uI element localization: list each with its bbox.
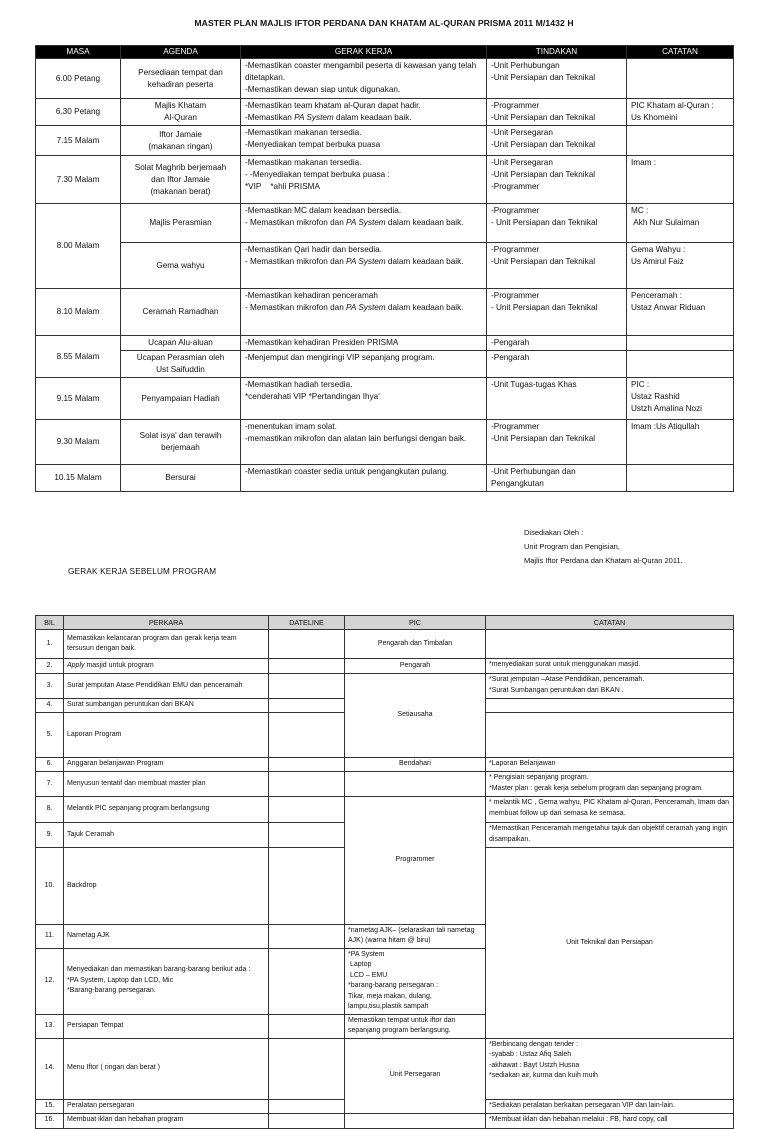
cell-line: Tikar, meja makan, dulang, lampu,tisu,plastik sampah	[348, 992, 434, 1010]
cell-line: MC :	[631, 206, 649, 215]
col-header-tindakan: TINDAKAN	[487, 46, 627, 59]
cell-line: Ucapan Perasmian oleh	[136, 353, 225, 362]
agenda-cell	[121, 156, 241, 204]
cell-line: -Memastikan makanan tersedia.	[245, 128, 362, 137]
agenda-cell	[121, 289, 241, 336]
dateline-cell	[269, 848, 345, 925]
catatan-cell	[486, 758, 734, 772]
gerak-kerja-cell	[241, 126, 487, 156]
agenda-cell	[121, 420, 241, 465]
tindakan-cell	[487, 99, 627, 126]
perkara-cell	[64, 797, 269, 823]
gerak-kerja-cell	[241, 243, 487, 289]
cell-line: PIC Khatam al-Quran :	[631, 101, 714, 110]
tindakan-cell	[487, 289, 627, 336]
prepared-by-unit: Unit Program dan Pengisian,	[524, 542, 620, 551]
cell-line: Solat Maghrib berjemaah	[134, 162, 227, 172]
cell-line: Menu Iftor ( ringan dan berat )	[67, 1064, 160, 1072]
table-row	[36, 336, 734, 351]
table-row	[36, 1113, 734, 1128]
cell-line: -Memastikan kehadiran penceramah	[245, 291, 378, 300]
cell-line: -Memastikan PA System dalam keadaan baik.	[245, 113, 412, 122]
dateline-cell	[269, 797, 345, 823]
pic-cell: Unit Persegaran	[345, 1038, 486, 1113]
col-header-pic: PIC	[345, 616, 486, 630]
col-header-catatan: CATATAN	[627, 46, 734, 59]
cell-line: -Unit Tugas-tugas Khas	[491, 380, 577, 389]
tindakan-cell	[487, 465, 627, 492]
cell-line: -Unit Persiapan dan Teknikal	[491, 434, 596, 443]
cell-line: Gema wahyu	[156, 260, 205, 270]
bil-cell: 8.	[36, 797, 64, 823]
table-row	[36, 758, 734, 772]
catatan-cell	[627, 351, 734, 378]
cell-line: Imam :Us Atiqullah	[631, 422, 700, 431]
cell-line: -Programmer	[491, 245, 540, 254]
cell-line: Pengangkutan	[491, 479, 544, 488]
cell-line: -menentukan imam solat.	[245, 422, 337, 431]
masa-cell: 8.10 Malam	[36, 289, 121, 336]
catatan-cell	[486, 699, 734, 713]
table-row	[36, 204, 734, 243]
cell-line: - Memastikan mikrofon dan PA System dalam keadaan baik.	[245, 303, 464, 312]
masa-cell: 9.30 Malam	[36, 420, 121, 465]
cell-line: *Master plan : gerak kerja sebelum program dan sepanjang program.	[489, 784, 704, 792]
perkara-cell	[64, 1113, 269, 1128]
cell-line: (makanan berat)	[150, 186, 211, 196]
cell-line: *PA System, Laptop dan LCD, Mic	[67, 976, 174, 984]
dateline-cell	[269, 699, 345, 713]
catatan-cell	[486, 659, 734, 674]
masa-cell: 9.15 Malam	[36, 378, 121, 420]
cell-line: Ustaz Anwar Riduan	[631, 303, 706, 312]
cell-line: -Memastikan team khatam al-Quran dapat hadir.	[245, 101, 421, 110]
cell-line: Anggaran belanjawan Program	[67, 760, 164, 768]
cell-line: LCD – EMU	[348, 971, 388, 979]
masa-cell: 7.30 Malam	[36, 156, 121, 204]
cell-line: Membuat iklan dan hebahan program	[67, 1116, 184, 1124]
perkara-cell	[64, 630, 269, 659]
cell-line: -Menjemput dan mengiringi VIP sepanjang program.	[245, 353, 435, 362]
dateline-cell	[269, 1014, 345, 1038]
cell-line: PIC :	[631, 380, 650, 389]
cell-line: - Memastikan mikrofon dan PA System dalam keadaan baik.	[245, 257, 464, 266]
dateline-cell	[269, 758, 345, 772]
dateline-cell	[269, 674, 345, 699]
cell-line: Al-Quran	[164, 113, 197, 122]
master-plan-table	[35, 45, 734, 492]
cell-line: (makanan ringan)	[148, 141, 213, 151]
cell-line: -Unit Persiapan dan Teknikal	[491, 73, 596, 82]
table-header-row	[36, 46, 734, 59]
cell-line: -Memastikan dewan siap untuk digunakan.	[245, 85, 401, 94]
gerak-kerja-cell	[241, 156, 487, 204]
catatan-cell	[627, 243, 734, 289]
catatan-cell	[627, 156, 734, 204]
perkara-cell	[64, 758, 269, 772]
cell-line: Majlis Khatam	[154, 101, 207, 110]
gerak-kerja-cell	[241, 378, 487, 420]
cell-line: Menyediakan dan memastikan barang-barang berikut ada :	[67, 966, 251, 974]
catatan-cell	[345, 948, 486, 1014]
cell-line: kehadiran peserta	[147, 79, 214, 89]
cell-line: -Unit Persegaran	[491, 158, 553, 167]
perkara-cell	[64, 948, 269, 1014]
cell-line: *barang-barang persegaran :	[348, 982, 438, 989]
perkara-cell	[64, 1099, 269, 1113]
cell-line: Memastikan tempat untuk iftor dan sepanjang program berlangsung.	[348, 1016, 458, 1034]
perkara-cell	[64, 1014, 269, 1038]
perkara-cell	[64, 659, 269, 674]
cell-line: *Surat jemputan –Atase Pendidikan, penceramah.	[489, 676, 645, 683]
perkara-cell	[64, 1038, 269, 1099]
cell-line: - Unit Persiapan dan Teknikal	[491, 218, 598, 227]
masa-cell: 8.55 Malam	[36, 336, 121, 378]
gerak-kerja-cell	[241, 351, 487, 378]
cell-line: -Programmer	[491, 206, 540, 215]
cell-line: -Unit Persiapan dan Teknikal	[491, 113, 596, 122]
cell-line: berjemaah	[161, 443, 200, 452]
table-row	[36, 378, 734, 420]
cell-line: dan Iftor Jamaie	[151, 174, 210, 184]
masa-cell: 8.00 Malam	[36, 204, 121, 289]
dateline-cell	[269, 772, 345, 797]
dateline-cell	[269, 1099, 345, 1113]
catatan-cell	[486, 630, 734, 659]
bil-cell: 12.	[36, 948, 64, 1014]
cell-line: Ust Saifuddin	[156, 365, 205, 374]
cell-line: *Laporan Belanjawan	[489, 760, 556, 767]
catatan-cell	[627, 204, 734, 243]
tindakan-cell	[487, 126, 627, 156]
cell-line: Imam :	[631, 158, 657, 167]
cell-line: Us Khomeini	[631, 113, 678, 122]
cell-line: -akhawat : Bayt Ustzh Husna	[489, 1061, 580, 1069]
agenda-cell	[121, 378, 241, 420]
section-title: GERAK KERJA SEBELUM PROGRAM	[68, 567, 217, 576]
catatan-cell	[627, 59, 734, 99]
cell-line: Memastikan kelancaran program dan gerak kerja team tersusun dengan baik.	[67, 634, 239, 652]
gerak-kerja-cell	[241, 99, 487, 126]
table-row	[36, 797, 734, 823]
dateline-cell	[269, 659, 345, 674]
table-row	[36, 99, 734, 126]
cell-line: *menyediakan surat untuk menggunakan masjid.	[489, 661, 641, 668]
table-row	[36, 772, 734, 797]
masa-cell: 6.00 Petang	[36, 59, 121, 99]
cell-line: Nametag AJK	[67, 931, 110, 939]
agenda-cell	[121, 99, 241, 126]
tindakan-cell	[487, 243, 627, 289]
table-row	[36, 1038, 734, 1099]
table-row	[36, 289, 734, 336]
cell-line: *Memastikan Penceramah mengetahui tajuk dan objektif ceramah yang ingin disampaikan.	[489, 825, 730, 843]
catatan-cell	[486, 674, 734, 699]
cell-line: Solat isya' dan terawih	[139, 431, 222, 440]
cell-line: *VIP *ahli PRISMA	[245, 182, 320, 191]
bil-cell: 3.	[36, 674, 64, 699]
cell-line: Penceramah :	[631, 291, 682, 300]
col-header-catatan: CATATAN	[486, 616, 734, 630]
col-header-gerak-kerja: GERAK KERJA	[241, 46, 487, 59]
tindakan-cell	[487, 336, 627, 351]
cell-line: Ustzh Amalina Nozi	[631, 404, 702, 413]
cell-line: *Surat Sumbangan peruntukan dari BKAN .	[489, 686, 624, 694]
cell-line: *cenderahati VIP *Pertandingan Ihya'	[245, 392, 380, 401]
pic-cell: Unit Teknikal dan Persiapan	[486, 848, 734, 1039]
table-row	[36, 630, 734, 659]
pic-cell: Setiausaha	[345, 674, 486, 758]
cell-line: Backdrop	[67, 881, 97, 889]
cell-line: Ceramah Ramadhan	[142, 307, 219, 316]
gerak-kerja-cell	[241, 336, 487, 351]
cell-line: -Memastikan makanan tersedia.	[245, 158, 362, 167]
cell-line: -Memastikan coaster sedia untuk pengangkutan pulang.	[245, 467, 449, 476]
agenda-cell	[121, 126, 241, 156]
perkara-cell	[64, 823, 269, 848]
pic-cell: Pengarah dan Timbalan	[345, 630, 486, 659]
table-row	[36, 465, 734, 492]
tindakan-cell	[487, 420, 627, 465]
cell-line: - Unit Persiapan dan Teknikal	[491, 303, 598, 312]
gerak-kerja-cell	[241, 465, 487, 492]
bil-cell: 6.	[36, 758, 64, 772]
cell-line: -memastikan mikrofon dan alatan lain berfungsi dengan baik.	[245, 434, 467, 443]
gerak-kerja-cell	[241, 289, 487, 336]
cell-line: *Sediakan peralatan berkaitan persegaran VIP dan lain-lain.	[489, 1101, 675, 1109]
cell-line: * melantik MC , Gema wahyu, PIC Khatam al-Quran, Penceramah, Imam dan membuat follow up dari semasa ke semasa.	[489, 799, 731, 817]
bil-cell: 15.	[36, 1099, 64, 1113]
col-header-masa: MASA	[36, 46, 121, 59]
catatan-cell	[486, 823, 734, 848]
cell-line: Bersurai	[165, 473, 196, 482]
bil-cell: 9.	[36, 823, 64, 848]
table-row	[36, 420, 734, 465]
dateline-cell	[269, 823, 345, 848]
col-header-bil: BIL	[36, 616, 64, 630]
cell-line: -Programmer	[491, 182, 540, 191]
cell-line: -Unit Persiapan dan Teknikal	[491, 140, 596, 149]
cell-line: -Unit Persiapan dan Teknikal	[491, 170, 596, 179]
bil-cell: 2.	[36, 659, 64, 674]
agenda-cell	[121, 204, 241, 243]
cell-line: * Pengisian sepanjang program.	[489, 774, 589, 781]
table-row	[36, 351, 734, 378]
tindakan-cell	[487, 378, 627, 420]
pic-cell: Programmer	[345, 797, 486, 925]
cell-line: Laptop	[348, 961, 372, 968]
cell-line: Melantik PIC sepanjang program berlangsung	[67, 805, 210, 813]
catatan-cell	[486, 797, 734, 823]
cell-line: Peralatan persegaran	[67, 1101, 135, 1109]
catatan-cell	[345, 1014, 486, 1038]
catatan-cell	[627, 99, 734, 126]
table-row	[36, 674, 734, 699]
tindakan-cell	[487, 59, 627, 99]
cell-line: *nametag AJK– (selaraskan tali nametag AJK) (warna hitam @ biru)	[348, 926, 477, 944]
cell-line: Us Amirul Faiz	[631, 257, 684, 266]
cell-line: *sediakan air, kurma dan kuih muih	[489, 1072, 598, 1079]
catatan-cell	[486, 1038, 734, 1099]
cell-line: Menyusun tentatif dan membuat master plan	[67, 779, 206, 787]
dateline-cell	[269, 948, 345, 1014]
pic-cell	[486, 713, 734, 758]
catatan-cell	[627, 465, 734, 492]
cell-line: -syabab : Ustaz Afiq Saleh	[489, 1051, 572, 1058]
cell-line: -Memastikan hadiah tersedia.	[245, 380, 353, 389]
cell-line: Surat sumbangan peruntukan dari BKAN	[67, 701, 194, 709]
catatan-cell	[486, 772, 734, 797]
cell-line: - Memastikan mikrofon dan PA System dalam keadaan baik.	[245, 218, 464, 227]
bil-cell: 16.	[36, 1113, 64, 1128]
page-title: MASTER PLAN MAJLIS IFTOR PERDANA DAN KHATAM AL-QURAN PRISMA 2011 M/1432 H	[194, 18, 574, 28]
dateline-cell	[269, 1113, 345, 1128]
bil-cell: 13.	[36, 1014, 64, 1038]
prepared-by-label: Disediakan Oleh :	[524, 528, 584, 537]
table-row	[36, 156, 734, 204]
cell-line: -Pengarah	[491, 353, 530, 362]
cell-line: -Unit Perhubungan dan	[491, 467, 576, 476]
bil-cell: 11.	[36, 924, 64, 948]
cell-line: Iftor Jamaie	[159, 129, 202, 139]
bil-cell: 4.	[36, 699, 64, 713]
bil-cell: 14.	[36, 1038, 64, 1099]
bil-cell: 10.	[36, 848, 64, 925]
dateline-cell	[269, 1038, 345, 1099]
pic-cell	[345, 1113, 486, 1128]
prepared-by	[524, 526, 683, 568]
cell-line: Ustaz Rashid	[631, 392, 680, 401]
dateline-cell	[269, 924, 345, 948]
cell-line: -Menyediakan tempat berbuka puasa	[245, 140, 381, 149]
masa-cell: 6.30 Petang	[36, 99, 121, 126]
cell-line: -Memastikan kehadiran Presiden PRISMA	[245, 338, 399, 347]
catatan-cell	[345, 924, 486, 948]
perkara-cell	[64, 848, 269, 925]
catatan-cell	[627, 420, 734, 465]
catatan-cell	[627, 336, 734, 351]
cell-line: Gema Wahyu :	[631, 245, 686, 254]
bil-cell: 5.	[36, 713, 64, 758]
tindakan-cell	[487, 204, 627, 243]
tindakan-cell	[487, 351, 627, 378]
gerak-kerja-cell	[241, 420, 487, 465]
pic-cell: Bendahari	[345, 758, 486, 772]
cell-line: -Pengarah	[491, 338, 530, 347]
catatan-cell	[486, 1113, 734, 1128]
col-header-perkara: PERKARA	[64, 616, 269, 630]
cell-line: -Unit Perhubungan	[491, 61, 560, 70]
cell-line: -Programmer	[491, 291, 540, 300]
cell-line: -Programmer	[491, 422, 540, 431]
cell-line: Surat jemputan Atase Pendidikan EMU dan penceramah	[67, 681, 243, 689]
dateline-cell	[269, 630, 345, 659]
table-row	[36, 126, 734, 156]
agenda-cell	[121, 59, 241, 99]
perkara-cell	[64, 924, 269, 948]
cell-line: *Berbincang dengan tender :	[489, 1040, 579, 1048]
cell-line: - -Menyediakan tempat berbuka puasa :	[245, 170, 390, 179]
gerak-kerja-cell	[241, 204, 487, 243]
table-row	[36, 59, 734, 99]
cell-line: -Programmer	[491, 101, 540, 110]
cell-line: *PA System	[348, 950, 385, 958]
cell-line: -Memastikan coaster mengambil peserta di kawasan yang telah ditetapkan.	[245, 61, 479, 82]
perkara-cell	[64, 713, 269, 758]
cell-line: Ucapan Alu-aluan	[148, 338, 213, 347]
pic-cell: Pengarah	[345, 659, 486, 674]
cell-line: *Barang-barang persegaran.	[67, 987, 156, 995]
cell-line: -Memastikan MC dalam keadaan bersedia.	[245, 206, 402, 215]
table-row	[36, 659, 734, 674]
bil-cell: 7.	[36, 772, 64, 797]
dateline-cell	[269, 713, 345, 758]
prep-table	[35, 615, 734, 1129]
table-row	[36, 243, 734, 289]
masa-cell: 7.15 Malam	[36, 126, 121, 156]
agenda-cell	[121, 243, 241, 289]
cell-line: Apply masjid untuk program	[67, 661, 154, 669]
cell-line: Tajuk Ceramah	[67, 830, 115, 838]
bil-cell: 1.	[36, 630, 64, 659]
perkara-cell	[64, 772, 269, 797]
catatan-cell	[627, 378, 734, 420]
cell-line: *Membuat iklan dan hebahan melalui : FB, hard copy, call	[489, 1115, 668, 1123]
catatan-cell	[627, 289, 734, 336]
agenda-cell	[121, 336, 241, 351]
cell-line: Penyampaian Hadiah	[141, 393, 220, 403]
cell-line: -Unit Persiapan dan Teknikal	[491, 257, 596, 266]
cell-line: Persediaan tempat dan	[138, 67, 223, 77]
catatan-cell	[486, 1099, 734, 1113]
cell-line: Persiapan Tempat	[67, 1021, 124, 1029]
agenda-cell	[121, 465, 241, 492]
gerak-kerja-cell	[241, 59, 487, 99]
prepared-by-event: Majlis Iftor Perdana dan Khatam al-Quran 2011.	[524, 556, 683, 565]
cell-line: Akh Nur Sulaiman	[631, 218, 700, 227]
cell-line: -Unit Persegaran	[491, 128, 553, 137]
perkara-cell	[64, 699, 269, 713]
cell-line: -Memastikan Qari hadir dan bersedia.	[245, 245, 382, 254]
masa-cell: 10.15 Malam	[36, 465, 121, 492]
cell-line: Majlis Perasmian	[149, 218, 212, 227]
tindakan-cell	[487, 156, 627, 204]
col-header-dateline: DATELINE	[269, 616, 345, 630]
col-header-agenda: AGENDA	[121, 46, 241, 59]
agenda-cell	[121, 351, 241, 378]
perkara-cell	[64, 674, 269, 699]
cell-line: Laporan Program	[67, 730, 122, 738]
table-header-row	[36, 616, 734, 630]
catatan-cell	[627, 126, 734, 156]
pic-cell	[345, 772, 486, 797]
